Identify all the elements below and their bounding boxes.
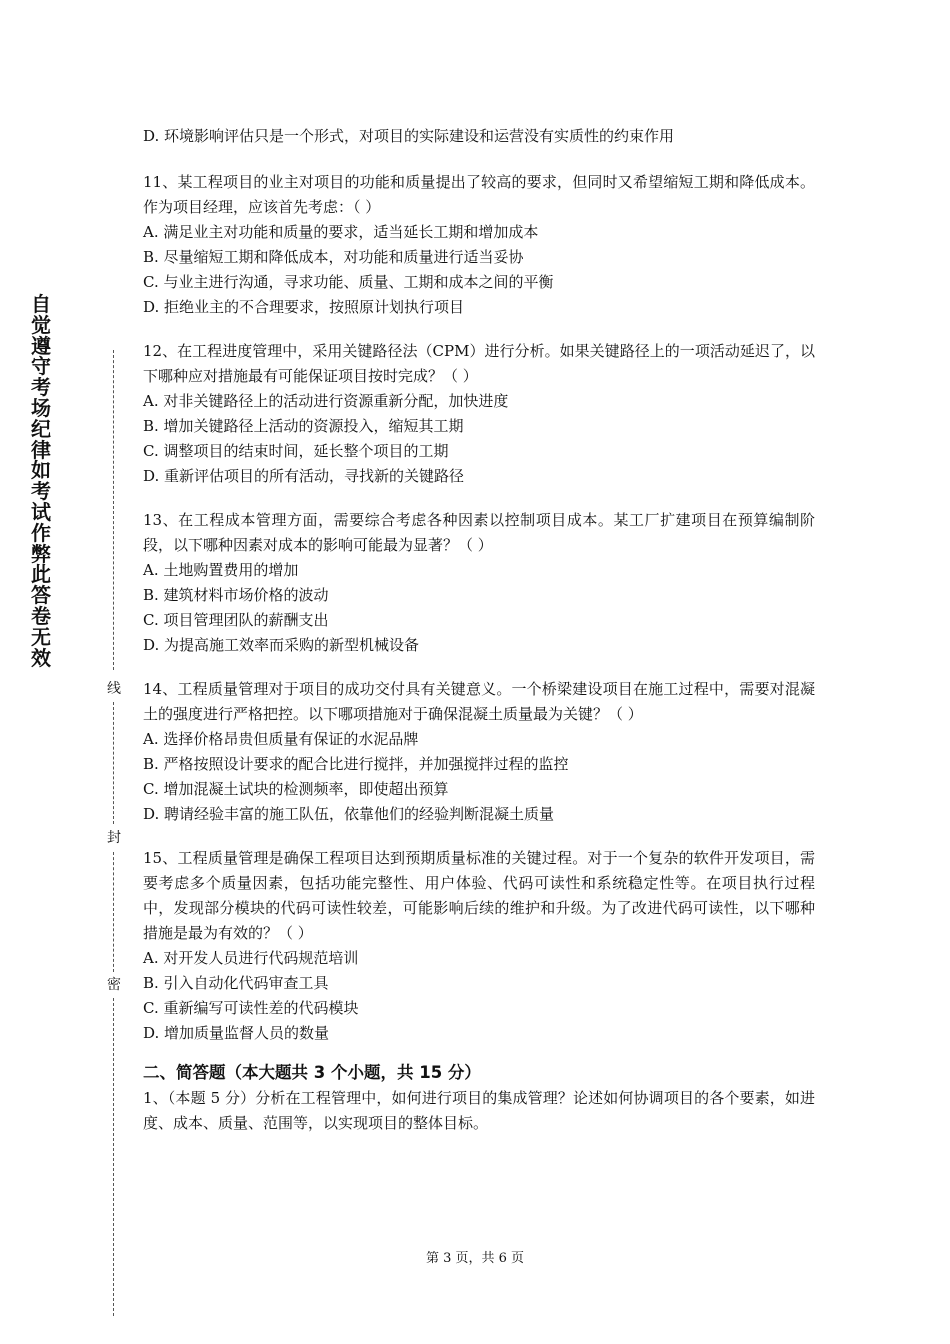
question-stem: 13、在工程成本管理方面，需要综合考虑各种因素以控制项目成本。某工厂扩建项目在预算编制阶段，以下哪种因素对成本的影响可能最为显著？（ ） bbox=[143, 511, 815, 554]
question-13 bbox=[143, 508, 815, 658]
short-answer-question-1: 1、（本题 5 分）分析在工程管理中，如何进行项目的集成管理？论述如何协调项目的各个要素，如进度、成本、质量、范围等，以实现项目的整体目标。 bbox=[143, 1089, 815, 1132]
option-b: B. 尽量缩短工期和降低成本，对功能和质量进行适当妥协 bbox=[143, 248, 524, 266]
option-d: D. 为提高施工效率而采购的新型机械设备 bbox=[143, 636, 420, 654]
option-b: B. 严格按照设计要求的配合比进行搅拌，并加强搅拌过程的监控 bbox=[143, 755, 569, 773]
option-b: B. 建筑材料市场价格的波动 bbox=[143, 586, 329, 604]
option-a: A. 土地购置费用的增加 bbox=[143, 561, 299, 579]
question-stem: 12、在工程进度管理中，采用关键路径法（CPM）进行分析。如果关键路径上的一项活动延迟了，以下哪种应对措施最有可能保证项目按时完成？（ ） bbox=[143, 342, 815, 385]
option-c: C. 增加混凝土试块的检测频率，即使超出预算 bbox=[143, 780, 449, 798]
exam-discipline-warning: 自 觉 遵 守 考 场 纪 律 如 考 试 作 弊 此 答 卷 无 效 bbox=[31, 292, 51, 670]
question-14 bbox=[143, 677, 815, 827]
option-d: D. 聘请经验丰富的施工队伍，依靠他们的经验判断混凝土质量 bbox=[143, 805, 555, 823]
option-c: C. 调整项目的结束时间，延长整个项目的工期 bbox=[143, 442, 449, 460]
option-a: A. 对开发人员进行代码规范培训 bbox=[143, 949, 359, 967]
seal-dashed-line bbox=[113, 852, 114, 972]
option-d: D. 拒绝业主的不合理要求，按照原计划执行项目 bbox=[143, 298, 465, 316]
option-b: B. 增加关键路径上活动的资源投入，缩短其工期 bbox=[143, 417, 464, 435]
question-stem: 11、某工程项目的业主对项目的功能和质量提出了较高的要求，但同时又希望缩短工期和降低成本。作为项目经理，应该首先考虑：（ ） bbox=[143, 173, 815, 216]
seal-dashed-line bbox=[113, 998, 114, 1316]
option-c: C. 项目管理团队的薪酬支出 bbox=[143, 611, 329, 629]
seal-mark-secret: 密 bbox=[107, 977, 121, 993]
option-a: A. 选择价格昂贵但质量有保证的水泥品牌 bbox=[143, 730, 419, 748]
question-12 bbox=[143, 339, 815, 489]
option-c: C. 重新编写可读性差的代码模块 bbox=[143, 999, 359, 1017]
option-b: B. 引入自动化代码审查工具 bbox=[143, 974, 329, 992]
option-d: D. 重新评估项目的所有活动，寻找新的关键路径 bbox=[143, 467, 465, 485]
seal-dashed-line bbox=[113, 702, 114, 824]
option-c: C. 与业主进行沟通，寻求功能、质量、工期和成本之间的平衡 bbox=[143, 273, 554, 291]
previous-question-option-d: D. 环境影响评估只是一个形式，对项目的实际建设和运营没有实质性的约束作用 bbox=[143, 127, 675, 145]
seal-mark-line: 线 bbox=[107, 681, 121, 697]
page-number-footer: 第 3 页，共 6 页 bbox=[425, 1251, 525, 1266]
section-title-short-answer: 二、简答题（本大题共 3 个小题，共 15 分） bbox=[143, 1063, 481, 1082]
option-a: A. 满足业主对功能和质量的要求，适当延长工期和增加成本 bbox=[143, 223, 539, 241]
seal-dashed-line bbox=[113, 350, 114, 670]
question-15 bbox=[143, 846, 815, 1046]
option-a: A. 对非关键路径上的活动进行资源重新分配，加快进度 bbox=[143, 392, 509, 410]
question-stem: 15、工程质量管理是确保工程项目达到预期质量标准的关键过程。对于一个复杂的软件开发项目，需要考虑多个质量因素，包括功能完整性、用户体验、代码可读性和系统稳定性等。在项目执行过程中，发现部分模块的代码可读性较差，可能影响后续的维护和升级。为了改进代码可读性，以下哪种措施是最为有效的？（ ） bbox=[143, 849, 815, 942]
exam-content bbox=[143, 124, 815, 1136]
seal-mark-seal: 封 bbox=[107, 830, 121, 846]
question-11 bbox=[143, 170, 815, 320]
question-stem: 14、工程质量管理对于项目的成功交付具有关键意义。一个桥梁建设项目在施工过程中，需要对混凝土的强度进行严格把控。以下哪项措施对于确保混凝土质量最为关键？（ ） bbox=[143, 680, 815, 723]
option-d: D. 增加质量监督人员的数量 bbox=[143, 1024, 330, 1042]
